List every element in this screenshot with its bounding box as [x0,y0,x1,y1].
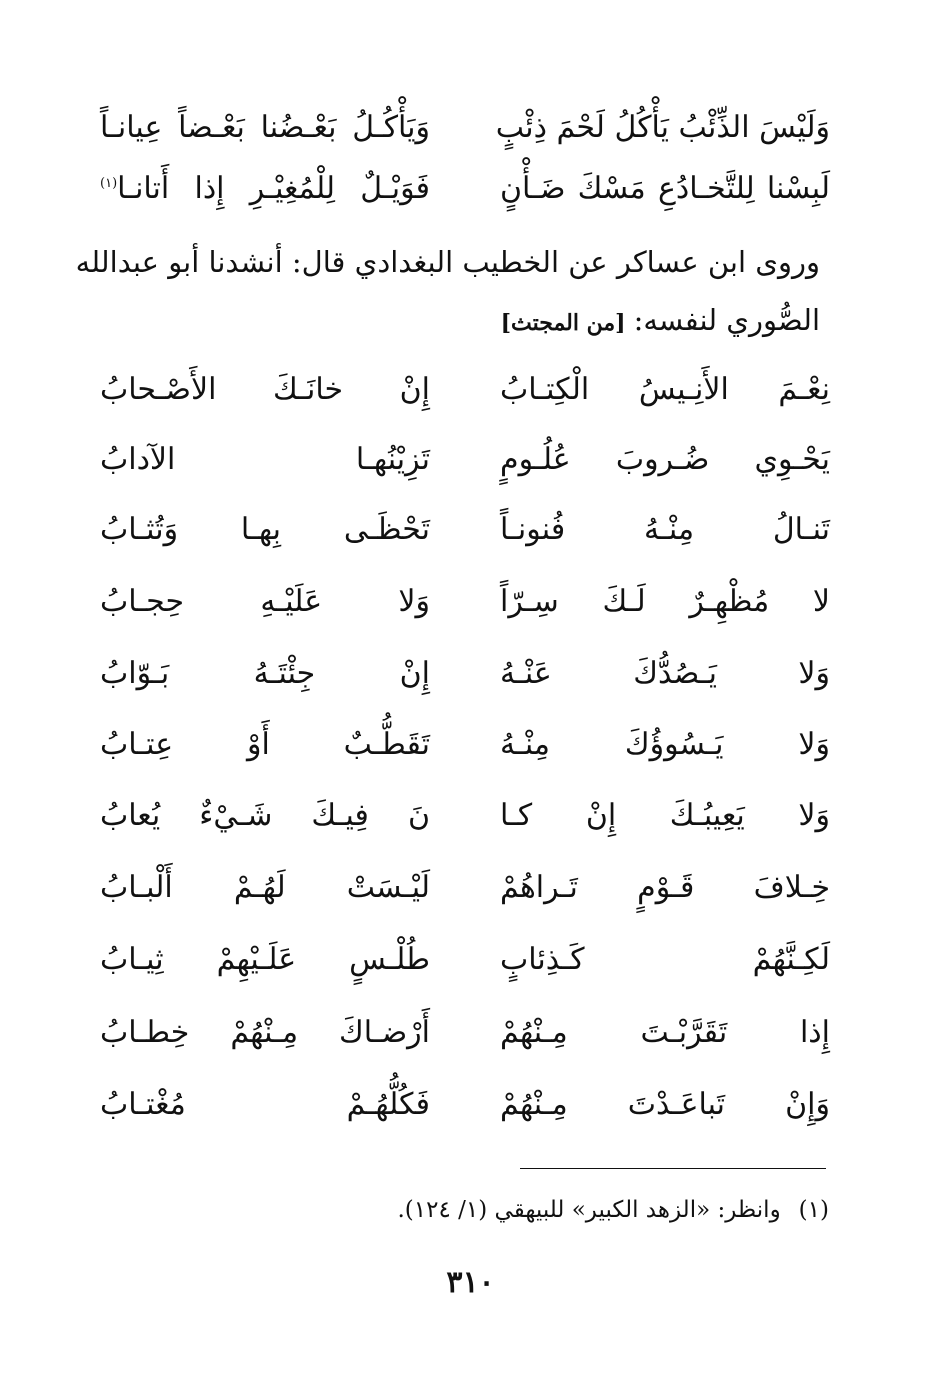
verse-second-hemistich: أَرْضـاكَ مِـنْهُمْ خِطـابُ [100,1015,430,1050]
verse-second-hemistich: نَ فِيـكَ شَـيْءٌ يُعابُ [100,798,430,833]
intro-line-2 [100,290,820,353]
intro-attribution: الصُّوري لنفسه: [633,303,820,337]
verse-first-hemistich: وَلا يَعِيبُـكَ إِنْ كـا [500,798,830,833]
verse-second-hemistich: لَيْـسَتْ لَهُـمْ أَلْبـابُ [100,870,430,905]
verse-second-hemistich-text: فَوَيْـلٌ لِلْمُغِيْـرِ إِذا أَتانـا [117,171,430,206]
poem1-verse-2 [100,159,830,219]
poem2-verse-6 [100,715,830,775]
poem2-verse-10 [100,1003,830,1063]
verse-first-hemistich: يَحْـوِي ضُـروبَ عُلُـومٍ [500,442,830,477]
verse-second-hemistich: وَيَأْكُـلُ بَعْـضُنا بَعْـضاً عِيانـاً [100,110,430,145]
poem2-verse-3 [100,500,830,560]
verse-first-hemistich: إِذا تَقَرَّبْـتَ مِـنْهُمْ [500,1015,830,1050]
verse-second-hemistich [100,159,430,219]
verse-first-hemistich: وَإِنْ تَباعَـدْتَ مِـنْهُمْ [500,1087,830,1122]
verse-first-hemistich: لَكِـنَّهُمْ كَـذِئابٍ [500,942,830,977]
poem2-verse-4 [100,572,830,632]
page-number: ٣١٠ [446,1265,495,1300]
verse-first-hemistich: وَلا يَـصُدُّكَ عَنْـهُ [500,656,830,691]
verse-first-hemistich: تَنـالُ مِنْـهُ فُنونـاً [500,512,830,547]
poem1-verse-1 [100,98,830,158]
poem2-verse-7 [100,786,830,846]
verse-second-hemistich: طُلْـسٍ عَلَـيْهِمْ ثِيـابُ [100,942,430,977]
verse-second-hemistich: فَكُلُّهُـمْ مُغْتـابُ [100,1087,430,1122]
verse-second-hemistich: تَحْظَـى بِهـا وَتُثـابُ [100,512,430,547]
poem2-verse-9 [100,930,830,990]
poem2-verse-11 [100,1075,830,1135]
poem2-verse-1 [100,360,830,420]
verse-second-hemistich: إِنْ خانَـكَ الأَصْـحابُ [100,372,430,407]
verse-first-hemistich: لا مُظْهِـرٌ لَـكَ سِـرّاً [500,584,830,619]
verse-first-hemistich: وَلَيْسَ الذِّئْبُ يَأْكُلُ لَحْمَ ذِئْبٍ [495,110,830,145]
poem2-verse-5 [100,644,830,704]
verse-first-hemistich: لَبِسْنا لِلتَّخـادُعِ مَسْكَ ضَـأْنٍ [500,171,830,206]
footnote-separator [520,1168,826,1169]
verse-first-hemistich: نِعْـمَ الأَنِـيسُ الْكِتـابُ [500,372,830,407]
meter-label: [من المجتث] [500,310,626,336]
verse-second-hemistich: إِنْ جِئْتَـهُ بَـوّابُ [100,656,430,691]
poem2-verse-8 [100,858,830,918]
poem2-verse-2 [100,430,830,490]
footnote-number: (١) [798,1197,829,1223]
footnote [300,1190,829,1230]
footnote-reference[interactable]: (١) [100,176,118,191]
intro-line-1: وروى ابن عساكر عن الخطيب البغدادي قال: أنشدنا أبو عبدالله [75,245,820,279]
verse-second-hemistich: وَلا عَلَيْـهِ حِجـابُ [100,584,430,619]
verse-second-hemistich: تَزِيْنُهـا الآدابُ [100,442,430,477]
footnote-text: وانظر: «الزهد الكبير» للبيهقي (١/ ١٢٤). [397,1197,781,1223]
verse-first-hemistich: خِـلافَ قَـوْمٍ تَـراهُمْ [500,870,830,905]
verse-second-hemistich: تَقَطُّـبٌ أَوْ عِتـابُ [100,727,430,762]
verse-first-hemistich: وَلا يَـسُوؤُكَ مِنْـهُ [500,727,830,762]
